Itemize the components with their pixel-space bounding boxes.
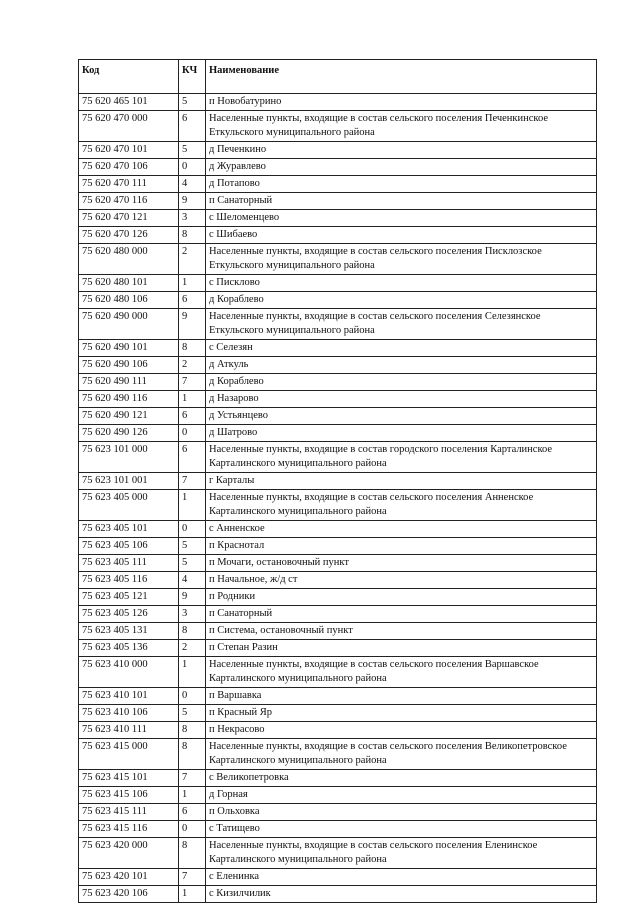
cell-kch: 1 [179, 787, 206, 804]
cell-name: п Система, остановочный пункт [206, 623, 597, 640]
cell-name: с Писклово [206, 275, 597, 292]
cell-name: с Кизилчилик [206, 886, 597, 903]
table-row [79, 210, 597, 227]
cell-name: с Великопетровка [206, 770, 597, 787]
table-row [79, 442, 597, 473]
cell-name: д Устьянцево [206, 408, 597, 425]
table-body [79, 94, 597, 903]
cell-name: д Назарово [206, 391, 597, 408]
cell-name: п Санаторный [206, 606, 597, 623]
cell-name: с Татищево [206, 821, 597, 838]
table-row [79, 838, 597, 869]
cell-kch: 8 [179, 340, 206, 357]
cell-kch: 5 [179, 538, 206, 555]
table-row [79, 111, 597, 142]
cell-code: 75 623 405 136 [79, 640, 179, 657]
cell-code: 75 620 470 126 [79, 227, 179, 244]
cell-code: 75 623 405 116 [79, 572, 179, 589]
cell-name: д Потапово [206, 176, 597, 193]
cell-kch: 9 [179, 309, 206, 340]
cell-code: 75 623 410 101 [79, 688, 179, 705]
table-row [79, 473, 597, 490]
cell-name: Населенные пункты, входящие в состав сельского поселения Варшавское Карталинского муниципального района [206, 657, 597, 688]
cell-code: 75 623 405 131 [79, 623, 179, 640]
cell-name: Населенные пункты, входящие в состав сельского поселения Печенкинское Еткульского муниципального района [206, 111, 597, 142]
cell-name: с Еленинка [206, 869, 597, 886]
cell-kch: 9 [179, 193, 206, 210]
cell-name: п Санаторный [206, 193, 597, 210]
table-row [79, 787, 597, 804]
cell-code: 75 623 405 121 [79, 589, 179, 606]
cell-kch: 4 [179, 572, 206, 589]
table-row [79, 176, 597, 193]
cell-name: д Аткуль [206, 357, 597, 374]
cell-name: Населенные пункты, входящие в состав сельского поселения Анненское Карталинского муниципального района [206, 490, 597, 521]
cell-code: 75 623 415 106 [79, 787, 179, 804]
table-row [79, 886, 597, 903]
cell-kch: 0 [179, 688, 206, 705]
cell-name: Населенные пункты, входящие в состав сельского поселения Писклозское Еткульского муниципального района [206, 244, 597, 275]
cell-code: 75 620 490 000 [79, 309, 179, 340]
cell-name: п Новобатурино [206, 94, 597, 111]
cell-kch: 0 [179, 521, 206, 538]
cell-code: 75 620 470 111 [79, 176, 179, 193]
cell-name: г Карталы [206, 473, 597, 490]
cell-name: д Кораблево [206, 374, 597, 391]
cell-name: п Некрасово [206, 722, 597, 739]
table-row [79, 538, 597, 555]
cell-code: 75 623 415 101 [79, 770, 179, 787]
table-row [79, 244, 597, 275]
table-row [79, 340, 597, 357]
cell-kch: 2 [179, 244, 206, 275]
table-row [79, 722, 597, 739]
table-row [79, 572, 597, 589]
cell-code: 75 623 405 101 [79, 521, 179, 538]
cell-kch: 5 [179, 142, 206, 159]
cell-code: 75 620 480 101 [79, 275, 179, 292]
cell-name: д Журавлево [206, 159, 597, 176]
cell-code: 75 620 465 101 [79, 94, 179, 111]
table-row [79, 869, 597, 886]
cell-name: с Шибаево [206, 227, 597, 244]
cell-code: 75 620 480 106 [79, 292, 179, 309]
table-row [79, 408, 597, 425]
table-row [79, 94, 597, 111]
cell-code: 75 620 470 000 [79, 111, 179, 142]
cell-kch: 9 [179, 589, 206, 606]
table-row [79, 227, 597, 244]
table-row [79, 640, 597, 657]
classifier-table [78, 59, 597, 903]
table-header-row [79, 60, 597, 94]
cell-name: Населенные пункты, входящие в состав сельского поселения Еленинское Карталинского муниципального района [206, 838, 597, 869]
cell-kch: 6 [179, 442, 206, 473]
cell-code: 75 620 470 101 [79, 142, 179, 159]
cell-kch: 7 [179, 869, 206, 886]
cell-code: 75 623 420 000 [79, 838, 179, 869]
cell-kch: 7 [179, 374, 206, 391]
cell-kch: 1 [179, 657, 206, 688]
table-row [79, 770, 597, 787]
cell-code: 75 623 405 106 [79, 538, 179, 555]
table-row [79, 589, 597, 606]
cell-code: 75 620 490 121 [79, 408, 179, 425]
cell-code: 75 620 480 000 [79, 244, 179, 275]
cell-code: 75 620 470 106 [79, 159, 179, 176]
table-row [79, 193, 597, 210]
cell-name: п Мочаги, остановочный пункт [206, 555, 597, 572]
table-row [79, 623, 597, 640]
cell-name: Населенные пункты, входящие в состав сельского поселения Великопетровское Карталинского муниципального района [206, 739, 597, 770]
cell-kch: 5 [179, 705, 206, 722]
cell-kch: 7 [179, 770, 206, 787]
table-row [79, 292, 597, 309]
table-row [79, 606, 597, 623]
table-row [79, 425, 597, 442]
cell-kch: 8 [179, 623, 206, 640]
cell-name: п Красный Яр [206, 705, 597, 722]
table-row [79, 275, 597, 292]
cell-code: 75 620 490 106 [79, 357, 179, 374]
cell-code: 75 620 490 126 [79, 425, 179, 442]
cell-name: п Варшавка [206, 688, 597, 705]
cell-name: Населенные пункты, входящие в состав сельского поселения Селезянское Еткульского муниципального района [206, 309, 597, 340]
cell-kch: 5 [179, 94, 206, 111]
cell-kch: 8 [179, 739, 206, 770]
cell-kch: 7 [179, 473, 206, 490]
cell-name: п Начальное, ж/д ст [206, 572, 597, 589]
cell-name: п Ольховка [206, 804, 597, 821]
cell-name: д Кораблево [206, 292, 597, 309]
cell-kch: 5 [179, 555, 206, 572]
cell-name: д Печенкино [206, 142, 597, 159]
cell-kch: 1 [179, 886, 206, 903]
cell-code: 75 620 470 116 [79, 193, 179, 210]
cell-code: 75 623 405 000 [79, 490, 179, 521]
cell-kch: 3 [179, 210, 206, 227]
cell-code: 75 620 490 116 [79, 391, 179, 408]
cell-code: 75 623 410 000 [79, 657, 179, 688]
table-row [79, 357, 597, 374]
cell-kch: 6 [179, 408, 206, 425]
cell-name: с Анненское [206, 521, 597, 538]
cell-name: д Горная [206, 787, 597, 804]
cell-kch: 0 [179, 821, 206, 838]
table-row [79, 391, 597, 408]
table-row [79, 374, 597, 391]
table-row [79, 309, 597, 340]
cell-kch: 0 [179, 425, 206, 442]
cell-code: 75 623 101 000 [79, 442, 179, 473]
table-row [79, 521, 597, 538]
cell-code: 75 623 420 106 [79, 886, 179, 903]
cell-name: с Шеломенцево [206, 210, 597, 227]
table-row [79, 555, 597, 572]
table-row [79, 705, 597, 722]
cell-kch: 2 [179, 357, 206, 374]
cell-kch: 8 [179, 227, 206, 244]
cell-kch: 8 [179, 722, 206, 739]
table-row [79, 657, 597, 688]
cell-code: 75 623 101 001 [79, 473, 179, 490]
cell-kch: 6 [179, 292, 206, 309]
table-row [79, 739, 597, 770]
cell-kch: 6 [179, 804, 206, 821]
table-row [79, 490, 597, 521]
cell-name: п Родники [206, 589, 597, 606]
cell-code: 75 623 415 111 [79, 804, 179, 821]
cell-kch: 3 [179, 606, 206, 623]
cell-code: 75 620 490 111 [79, 374, 179, 391]
cell-kch: 8 [179, 838, 206, 869]
column-header-code: Код [79, 60, 179, 94]
column-header-name: Наименование [206, 60, 597, 94]
cell-kch: 4 [179, 176, 206, 193]
table-row [79, 821, 597, 838]
cell-kch: 1 [179, 391, 206, 408]
cell-name: Населенные пункты, входящие в состав городского поселения Карталинское Карталинского муниципального района [206, 442, 597, 473]
cell-code: 75 623 410 111 [79, 722, 179, 739]
cell-code: 75 620 470 121 [79, 210, 179, 227]
cell-code: 75 623 410 106 [79, 705, 179, 722]
cell-name: п Краснотал [206, 538, 597, 555]
table-row [79, 142, 597, 159]
cell-kch: 1 [179, 275, 206, 292]
cell-name: п Степан Разин [206, 640, 597, 657]
cell-name: д Шатрово [206, 425, 597, 442]
cell-code: 75 623 405 126 [79, 606, 179, 623]
cell-name: с Селезян [206, 340, 597, 357]
cell-code: 75 623 415 116 [79, 821, 179, 838]
table-row [79, 804, 597, 821]
cell-code: 75 623 405 111 [79, 555, 179, 572]
column-header-kch: КЧ [179, 60, 206, 94]
cell-code: 75 620 490 101 [79, 340, 179, 357]
table-row [79, 159, 597, 176]
table-row [79, 688, 597, 705]
cell-kch: 1 [179, 490, 206, 521]
cell-code: 75 623 415 000 [79, 739, 179, 770]
cell-kch: 2 [179, 640, 206, 657]
cell-kch: 6 [179, 111, 206, 142]
cell-kch: 0 [179, 159, 206, 176]
cell-code: 75 623 420 101 [79, 869, 179, 886]
